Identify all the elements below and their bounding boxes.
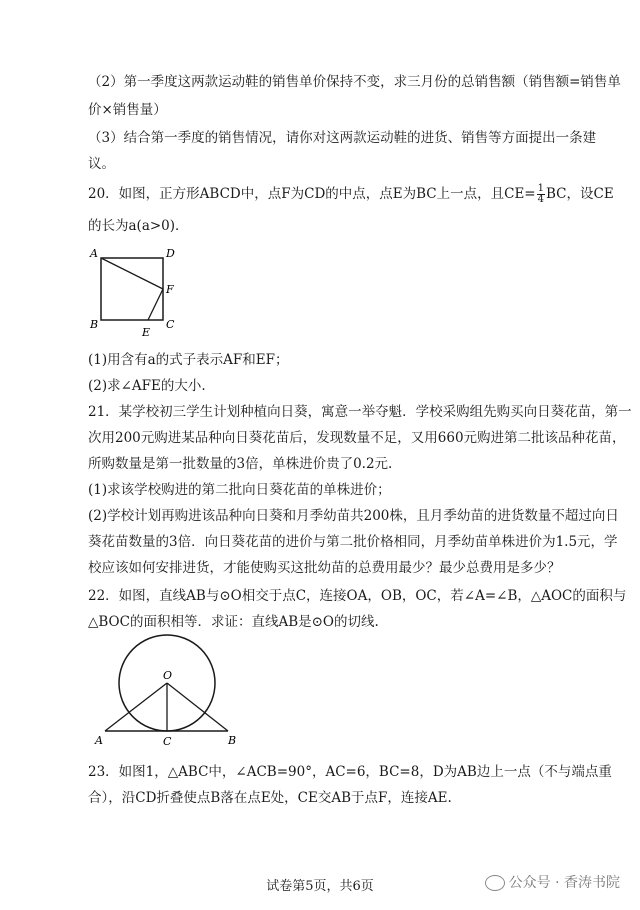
- q20-stem-post: BC，设CE: [546, 186, 614, 202]
- fraction-numerator: 1: [537, 183, 544, 194]
- q19-part2-line1: （2）第一季度这两款运动鞋的销售单价保持不变，求三月份的总销售额（销售额=销售单: [88, 74, 621, 90]
- label-c: C: [166, 318, 175, 331]
- q20-stem-line1: [88, 183, 614, 205]
- q21-part2-line3: 校应该如何安排进货，才能使购买这批幼苗的总费用最少？最少总费用是多少？: [88, 560, 561, 576]
- label-f: F: [166, 283, 174, 296]
- q20-square-figure: [88, 246, 188, 346]
- q21-part1: (1)求该学校购进的第二批向日葵花苗的单株进价；: [88, 482, 391, 498]
- segment-ob: [167, 683, 228, 731]
- label-d: D: [166, 247, 175, 260]
- square-abcd: [101, 258, 163, 320]
- label-c: C: [163, 735, 172, 747]
- label-a: A: [90, 247, 98, 260]
- q23-stem-line1: 23．如图1，△ABC中，∠ACB=90°，AC=6，BC=8，D为AB边上一点（不与端点重: [88, 764, 612, 780]
- segment-af: [101, 258, 163, 289]
- q22-circle-figure: [88, 632, 258, 747]
- page-footer: 试卷第5页，共6页: [266, 879, 374, 894]
- q19-part3-line2: 议。: [88, 156, 115, 172]
- q19-part3-line1: （3）结合第一季度的销售情况，请你对这两款运动鞋的进货、销售等方面提出一条建: [88, 130, 597, 146]
- q23-stem-line2: 合），沿CD折叠使点B落在点E处，CE交AB于点F，连接AE.: [88, 790, 452, 806]
- q21-stem-line3: 所购数量是第一批数量的3倍，单株进价贵了0.2元.: [88, 456, 393, 472]
- fraction-one-quarter: [537, 184, 545, 205]
- segment-fe: [148, 289, 163, 320]
- label-a: A: [95, 734, 103, 747]
- q20-stem-line2: 的长为a(a>0)．: [88, 218, 189, 234]
- q21-part2-line1: (2)学校计划再购进该品种向日葵和月季幼苗共200株，且月季幼苗的进货数量不超过向日: [88, 508, 619, 524]
- label-b: B: [228, 734, 237, 747]
- wechat-icon: [485, 875, 505, 891]
- segment-oa: [105, 683, 167, 731]
- q22-stem-line2: △BOC的面积相等．求证：直线AB是⊙O的切线.: [88, 614, 379, 630]
- fraction-denominator: 4: [537, 194, 544, 205]
- q20-stem-pre: 20．如图，正方形ABCD中，点F为CD的中点，点E为BC上一点，且CE=: [88, 186, 536, 202]
- label-o: O: [163, 669, 173, 682]
- watermark-text: 公众号 · 香涛书院: [508, 875, 620, 891]
- label-e: E: [142, 326, 151, 339]
- q21-part2-line2: 葵花苗数量的3倍．向日葵花苗的进价与第二批价格相同，月季幼苗单株进价为1.5元，学: [88, 534, 618, 550]
- q22-stem-line1: 22．如图，直线AB与⊙O相交于点C，连接OA，OB，OC，若∠A=∠B，△AOC的面积与: [88, 588, 627, 604]
- q20-part2: (2)求∠AFE的大小.: [88, 378, 206, 394]
- q21-stem-line1: 21．某学校初三学生计划种植向日葵，寓意一举夺魁．学校采购组先购买向日葵花苗，第一: [88, 404, 632, 420]
- q19-part2-line2: 价×销售量）: [88, 102, 167, 118]
- q21-stem-line2: 次用200元购进某品种向日葵花苗后，发现数量不足，又用660元购进第二批该品种花苗，: [88, 430, 626, 446]
- watermark: [485, 872, 620, 892]
- q20-part1: (1)用含有a的式子表示AF和EF；: [88, 352, 289, 368]
- label-b: B: [90, 318, 99, 331]
